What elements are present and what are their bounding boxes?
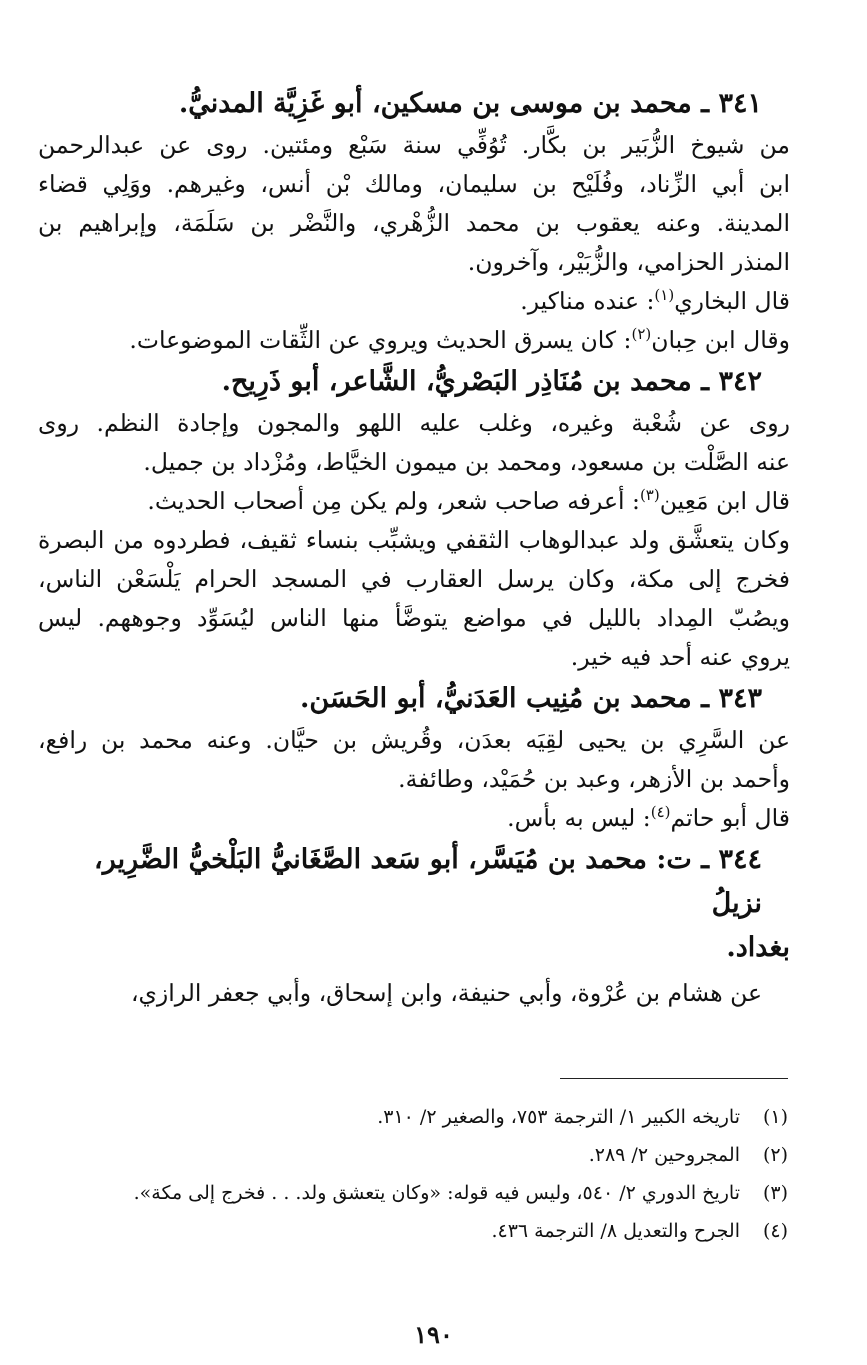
footnote-separator <box>560 1078 788 1079</box>
title-line: ٣٤٤ ـ ت: محمد بن مُيَسَّر، أبو سَعد الصَّغَانيُّ البَلْخيُّ الضَّرِير، نزيلُ <box>94 844 762 919</box>
page-number: ١٩٠ <box>414 1320 453 1349</box>
quote-line <box>38 799 790 838</box>
quote-text: : عنده مناكير. <box>520 287 655 315</box>
footnote-text: المجروحين ٢/ ٢٨٩. <box>588 1144 740 1166</box>
text-line: وكان يتعشَّق ولد عبدالوهاب الثقفي ويشبِّب بنساء ثقيف، فطردوه من البصرة <box>38 526 790 554</box>
entry-title <box>38 838 790 926</box>
quote-speaker: وقال ابن حِبان <box>651 326 790 354</box>
text-line: عن السَّرِي بن يحيى لقِيَه بعدَن، وقُريش بن حيَّان. وعنه محمد بن رافع، <box>38 726 790 754</box>
entry-title: ٣٤٢ ـ محمد بن مُنَاذِر البَصْريُّ، الشَّاعر، أبو ذَرِيح. <box>221 366 762 397</box>
text-line: المنذر الحزامي، والزُّبَيْر، وآخرون. <box>467 248 790 276</box>
footnote-text: تاريخه الكبير ١/ الترجمة ٧٥٣، والصغير ٢/ ٣١٠. <box>377 1106 740 1128</box>
text-line: من شيوخ الزُّبَير بن بكَّار. تُوُفِّي سنة سَبْع ومئتين. روى عن عبدالرحمن <box>38 131 790 159</box>
footnote-number: (٤) <box>762 1220 788 1242</box>
entry-title: ٣٤١ ـ محمد بن موسى بن مسكين، أبو غَزِيَّة المدنيُّ. <box>178 88 762 119</box>
footnote <box>60 1212 788 1250</box>
text-line: المدينة. وعنه يعقوب بن محمد الزُّهْري، والنَّضْر بن سَلَمَة، وإبراهيم بن <box>38 209 790 237</box>
quote-speaker: قال أبو حاتم <box>670 804 790 832</box>
entry-title: ٣٤٣ ـ محمد بن مُنِيب العَدَنيُّ، أبو الحَسَن. <box>299 683 762 714</box>
footnote-ref[interactable]: (١) <box>654 286 675 305</box>
footnote-ref[interactable]: (٣) <box>639 486 660 505</box>
footnote <box>60 1098 788 1136</box>
footnote-ref[interactable]: (٢) <box>631 325 652 344</box>
page-body <box>38 82 790 1013</box>
text-line: ويصُبّ المِداد بالليل في مواضع يتوضَّأ منها الناس ليُسَوِّد وجوههم. ليس <box>38 604 790 632</box>
quote-block <box>38 482 790 677</box>
entry-text <box>38 404 790 482</box>
text-line: يروي عنه أحد فيه خير. <box>570 643 790 671</box>
text-line: فخرج إلى مكة، وكان يرسل العقارب في المسجد الحرام يَلْسَعْن الناس، <box>38 565 790 593</box>
footnotes <box>60 1098 788 1250</box>
quote-text: : كان يسرق الحديث ويروي عن الثِّقات الموضوعات. <box>129 326 632 354</box>
entry-title-continuation: بغداد. <box>726 932 790 963</box>
quote-text: : ليس به بأس. <box>507 804 651 832</box>
quote-line <box>38 482 790 521</box>
quote-speaker: قال البخاري <box>674 287 790 315</box>
footnote-number: (١) <box>762 1106 788 1128</box>
text-line: عنه الصَّلْت بن مسعود، ومحمد بن ميمون الخيَّاط، ومُزْداد بن جميل. <box>143 448 790 476</box>
text-line: ابن أبي الزِّناد، وفُلَيْح بن سليمان، ومالك بْن أنس، وغيرهم. ووَلِي قضاء <box>38 170 790 198</box>
quote-speaker: قال ابن مَعِين <box>659 487 790 515</box>
footnote <box>60 1136 788 1174</box>
entry-text <box>38 721 790 799</box>
footnote-text: تاريخ الدوري ٢/ ٥٤٠، وليس فيه قوله: «وكان يتعشق ولد. . . فخرج إلى مكة». <box>133 1182 740 1204</box>
entry-text <box>38 126 790 282</box>
footnote-number: (٣) <box>762 1182 788 1204</box>
quote-line <box>38 321 790 360</box>
text-line: وأحمد بن الأزهر، وعبد بن حُمَيْد، وطائفة. <box>398 765 790 793</box>
quote-line <box>38 282 790 321</box>
footnote-ref[interactable]: (٤) <box>650 803 671 822</box>
footnote-text: الجرح والتعديل ٨/ الترجمة ٤٣٦. <box>491 1220 740 1242</box>
entry-text <box>38 974 790 1013</box>
quote-text: : أعرفه صاحب شعر، ولم يكن مِن أصحاب الحديث. <box>147 487 640 515</box>
text-line: عن هشام بن عُرْوة، وأبي حنيفة، وابن إسحاق، وأبي جعفر الرازي، <box>130 979 762 1007</box>
footnote <box>60 1174 788 1212</box>
footnote-number: (٢) <box>762 1144 788 1166</box>
text-line: روى عن شُعْبة وغيره، وغلب عليه اللهو والمجون وإجادة النظم. روى <box>38 409 790 437</box>
